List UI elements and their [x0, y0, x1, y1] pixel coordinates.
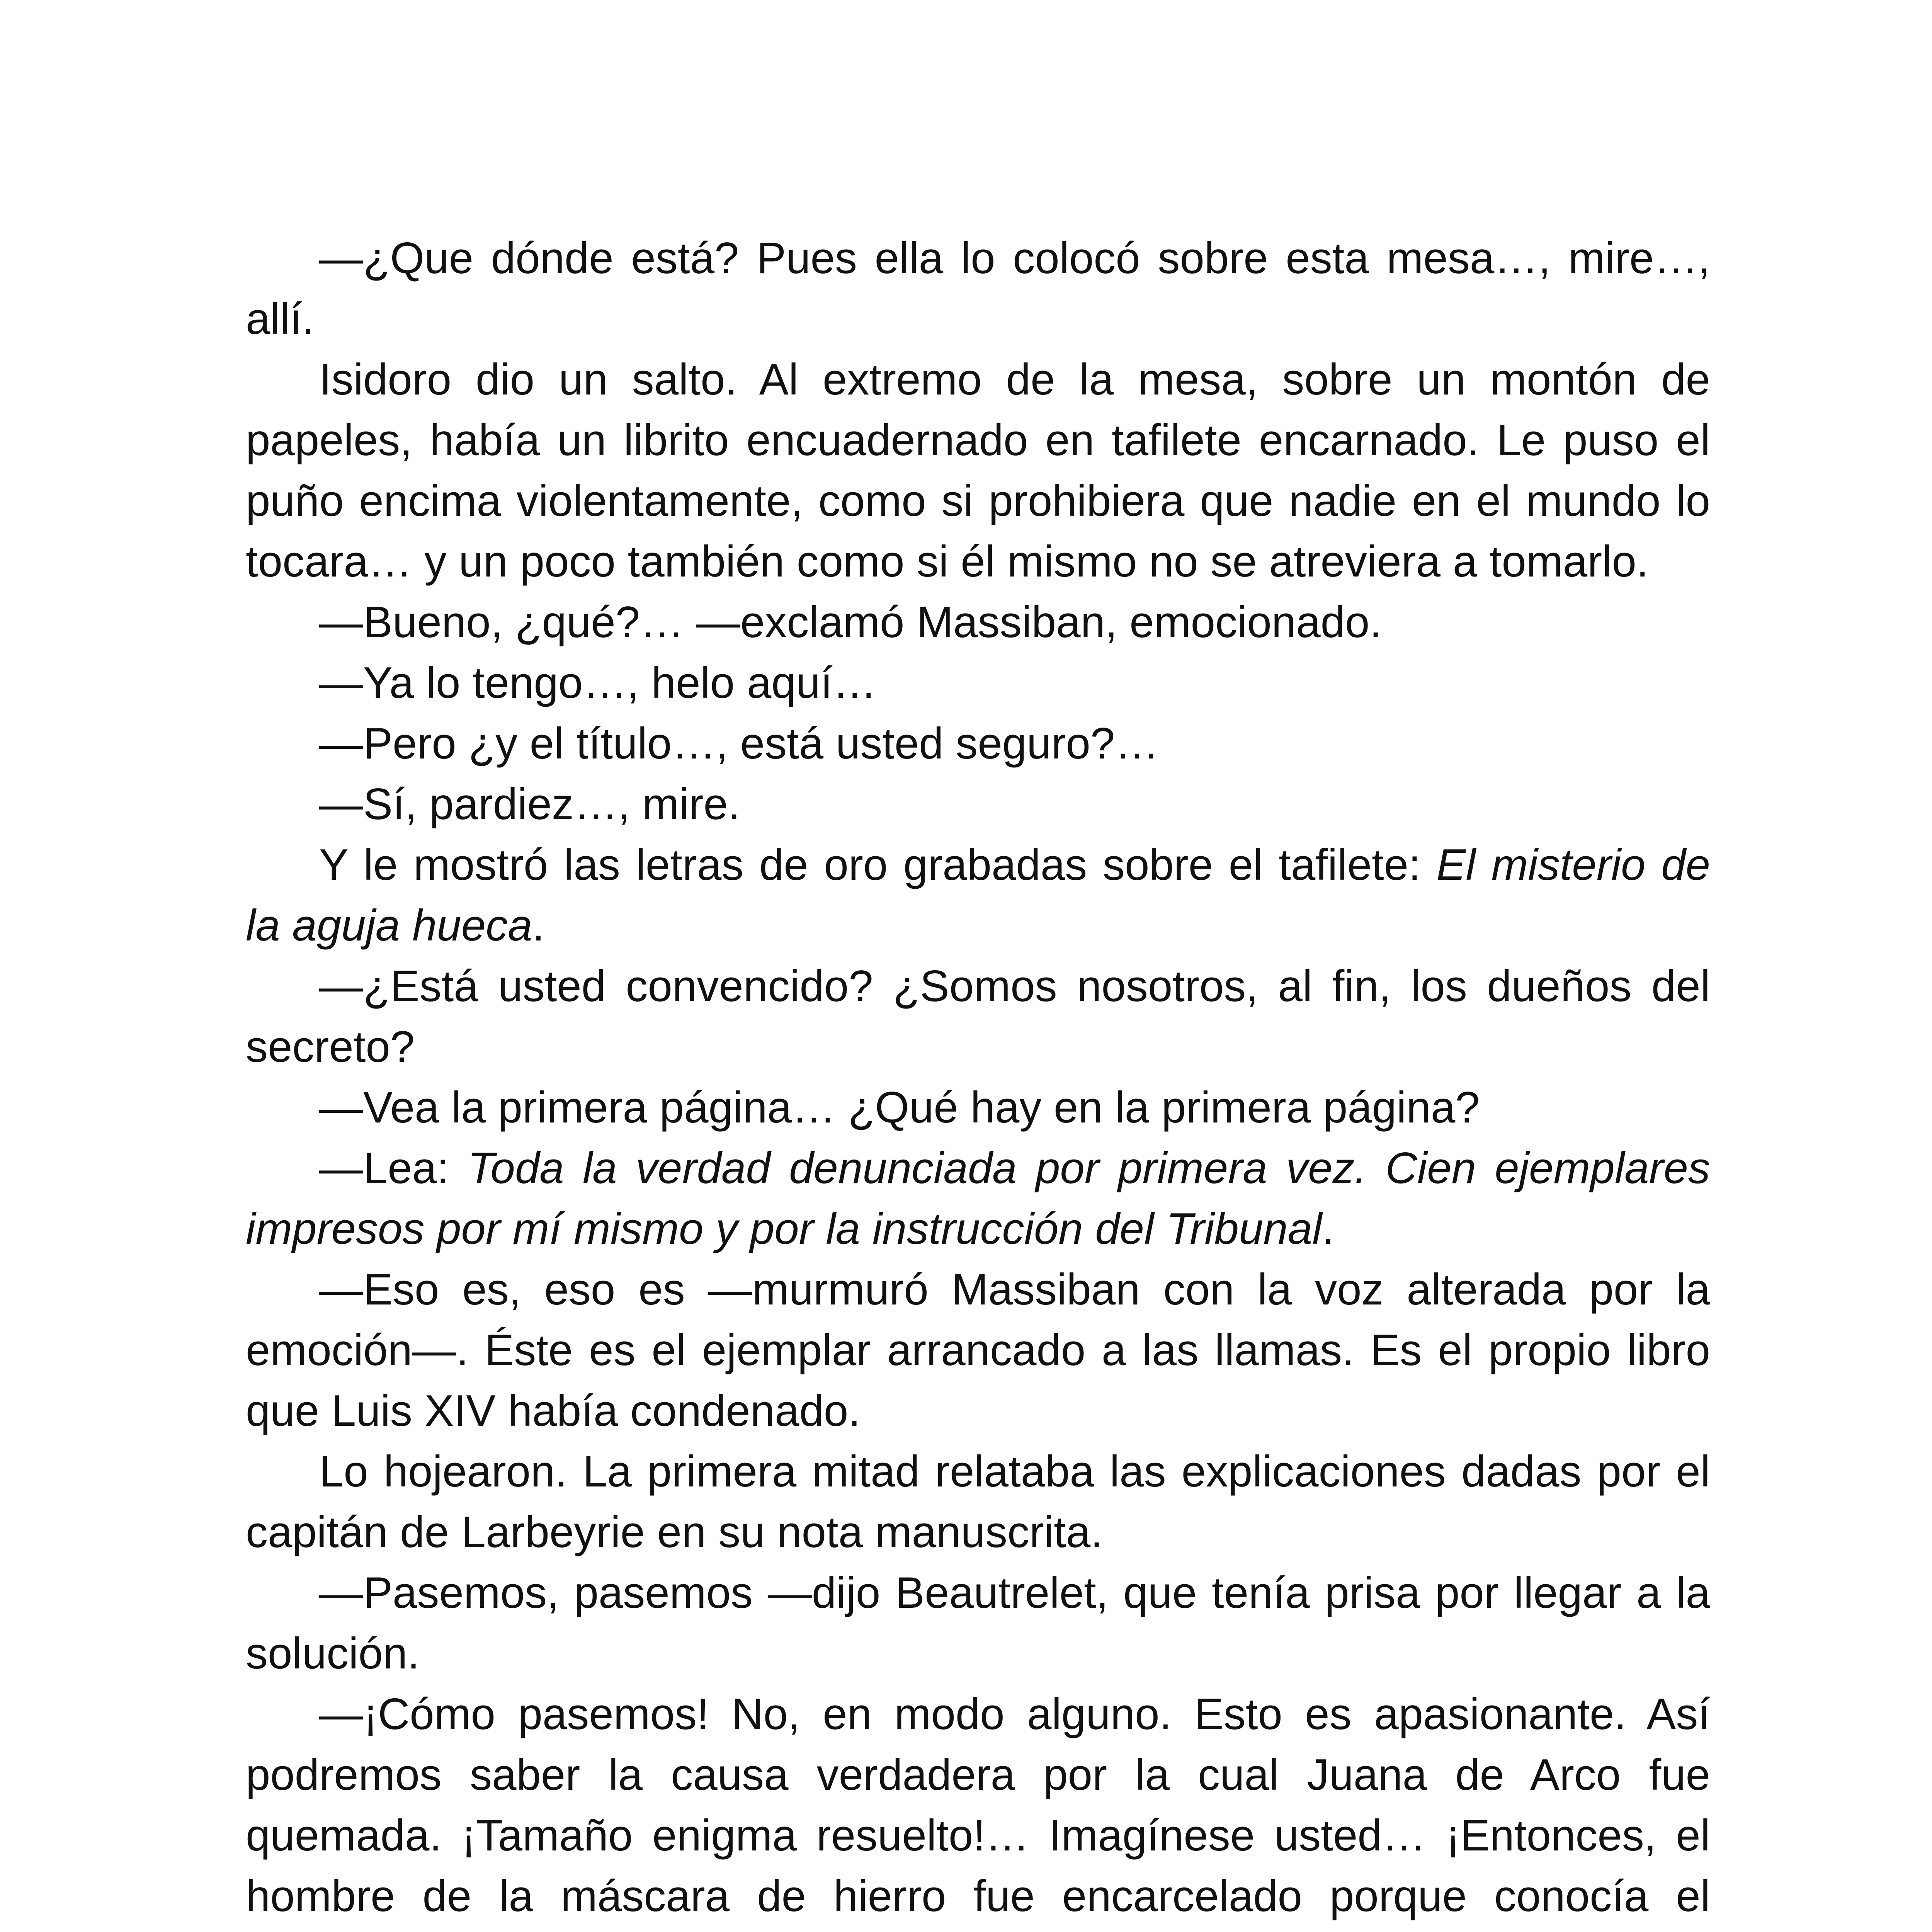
- paragraph: —¡Cómo pasemos! No, en modo alguno. Esto es apasionante. Así podremos saber la causa verdadera por la cual Juana de Arco fue quemada. ¡Tamaño enigma resuelto!… Imagínese usted… ¡Entonces, el hombre de la máscara de hierro fue encarcelado porque conocía el: [246, 1690, 1710, 1921]
- body-text: [246, 228, 1710, 1932]
- quoted-inscription-italic: Toda la verdad denunciada por primera vez. Cien ejemplares impresos por mí mismo y por la instrucción del Tribunal: [246, 1144, 1710, 1253]
- paragraph: —Lea: Toda la verdad denunciada por primera vez. Cien ejemplares impresos por mí mismo y por la instrucción del Tribunal.: [246, 1144, 1710, 1253]
- paragraph: —Ya lo tengo…, helo aquí…: [319, 658, 877, 707]
- paragraph: Isidoro dio un salto. Al extremo de la mesa, sobre un montón de papeles, había un librito encuadernado en tafilete encarnado. Le puso el puño encima violentamente, como si prohibiera que nadie en el mundo lo tocara… y un poco también como si él mismo no se atreviera a tomarlo.: [246, 355, 1710, 586]
- paragraph: —Pasemos, pasemos —dijo Beautrelet, que tenía prisa por llegar a la solución.: [246, 1568, 1710, 1678]
- paragraph: Lo hojearon. La primera mitad relataba las explicaciones dadas por el capitán de Larbeyrie en su nota manuscrita.: [246, 1447, 1710, 1557]
- paragraph: —¿Que dónde está? Pues ella lo colocó sobre esta mesa…, mire…, allí.: [246, 234, 1710, 344]
- book-title-italic: El misterio de la aguja hueca: [246, 840, 1710, 950]
- paragraph: —¿Está usted convencido? ¿Somos nosotros, al fin, los dueños del secreto?: [246, 962, 1710, 1071]
- paragraph: —Vea la primera página… ¿Qué hay en la primera página?: [319, 1083, 1480, 1132]
- paragraph: —Bueno, ¿qué?… —exclamó Massiban, emocionado.: [319, 598, 1382, 647]
- paragraph: —Eso es, eso es —murmuró Massiban con la voz alterada por la emoción—. Éste es el ejemplar arrancado a las llamas. Es el propio libro que Luis XIV había condenado.: [246, 1265, 1710, 1435]
- paragraph: —Sí, pardiez…, mire.: [319, 780, 740, 829]
- paragraph: —Pero ¿y el título…, está usted seguro?…: [319, 719, 1159, 768]
- paragraph: Y le mostró las letras de oro grabadas sobre el tafilete: El misterio de la aguja hueca.: [246, 840, 1710, 950]
